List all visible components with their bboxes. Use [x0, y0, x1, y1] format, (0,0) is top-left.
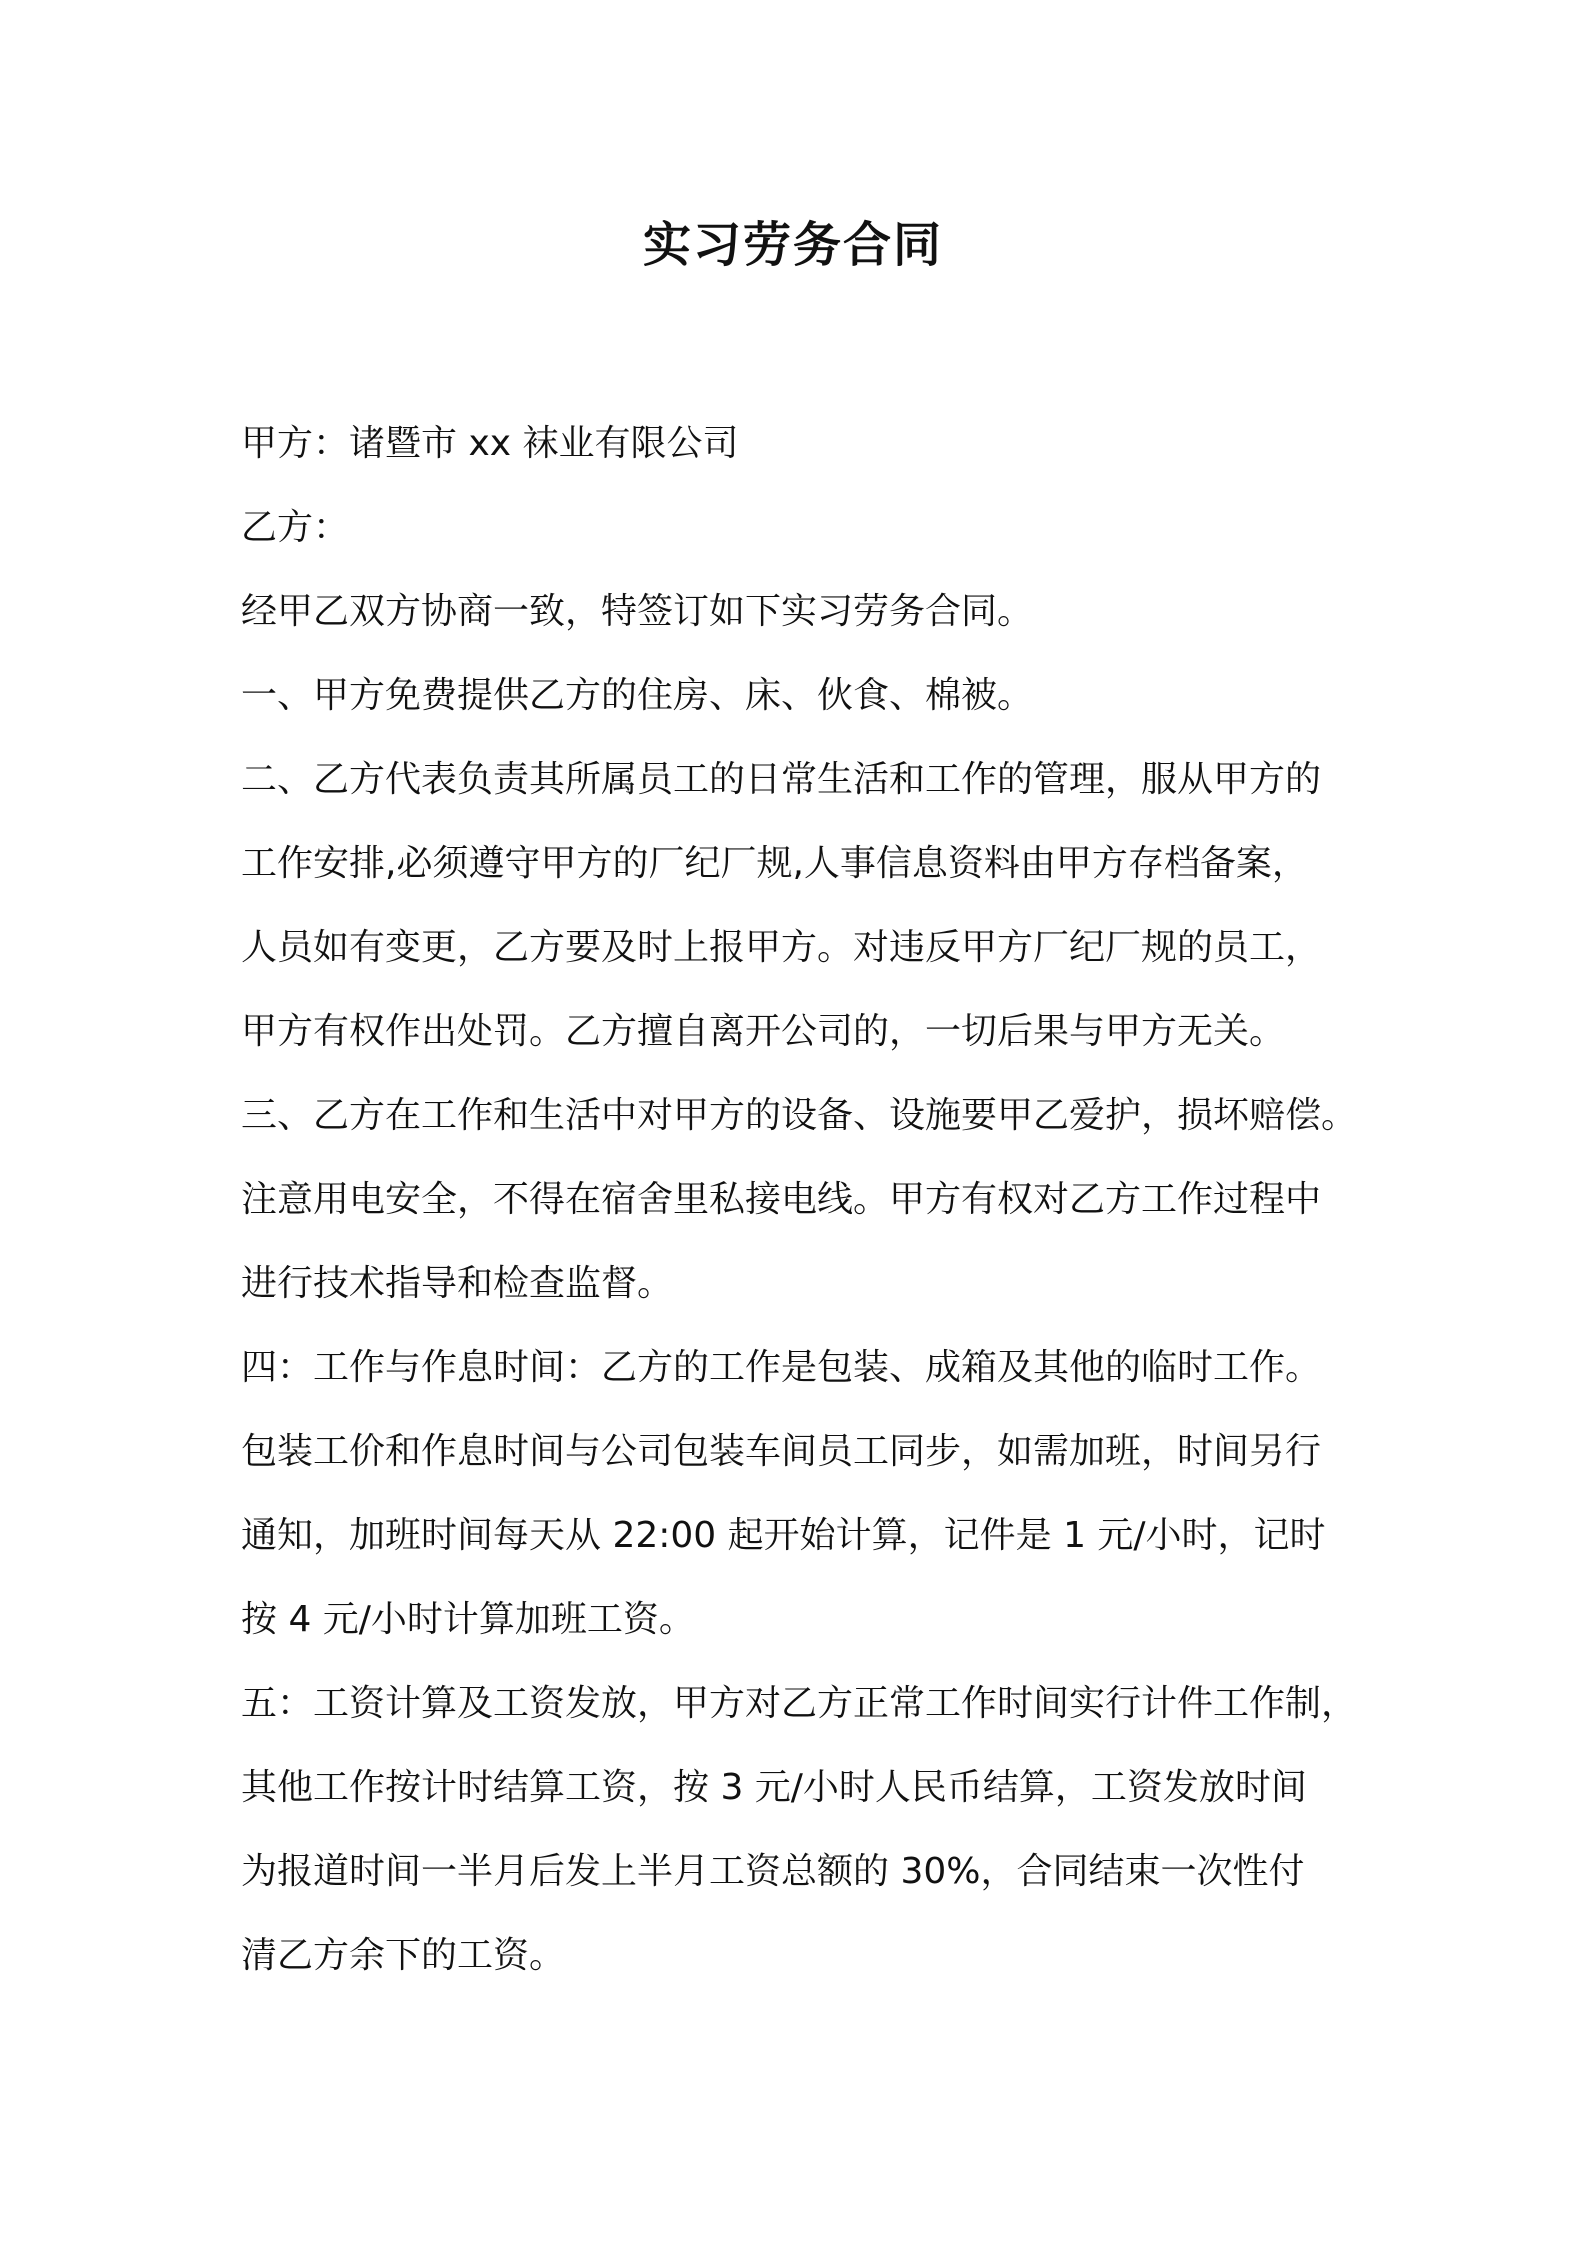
clause-5-line-3: 为报道时间一半月后发上半月工资总额的 30%，合同结束一次性付	[241, 1851, 1305, 1892]
clause-4-line-2: 包装工价和作息时间与公司包装车间员工同步，如需加班，时间另行	[241, 1431, 1322, 1472]
clause-3-line-3: 进行技术指导和检查监督。	[241, 1263, 674, 1304]
document-title: 实习劳务合同	[642, 217, 943, 273]
clause-1-line: 一、甲方免费提供乙方的住房、床、伙食、棉被。	[241, 675, 1034, 716]
clause-2-line-3: 人员如有变更，乙方要及时上报甲方。对违反甲方厂纪厂规的员工，	[241, 927, 1322, 968]
clause-5-line-1: 五：工资计算及工资发放，甲方对乙方正常工作时间实行计件工作制，	[241, 1683, 1358, 1724]
clause-3-line-2: 注意用电安全，不得在宿舍里私接电线。甲方有权对乙方工作过程中	[241, 1179, 1322, 1220]
clause-2-line-2: 工作安排,必须遵守甲方的厂纪厂规,人事信息资料由甲方存档备案，	[241, 843, 1308, 884]
party-a-line: 甲方：诸暨市 xx 袜业有限公司	[241, 423, 739, 464]
clause-4-line-1: 四：工作与作息时间：乙方的工作是包装、成箱及其他的临时工作。	[241, 1347, 1322, 1388]
clause-2-line-1: 二、乙方代表负责其所属员工的日常生活和工作的管理，服从甲方的	[241, 759, 1322, 800]
clause-4-line-3: 通知，加班时间每天从 22:00 起开始计算，记件是 1 元/小时，记时	[241, 1515, 1326, 1556]
clause-2-line-4: 甲方有权作出处罚。乙方擅自离开公司的，一切后果与甲方无关。	[241, 1011, 1286, 1052]
document-body	[241, 402, 1356, 1998]
clause-5-line-2: 其他工作按计时结算工资，按 3 元/小时人民币结算，工资发放时间	[241, 1767, 1307, 1808]
clause-5-line-4: 清乙方余下的工资。	[241, 1935, 566, 1976]
party-b-line: 乙方：	[241, 507, 350, 548]
agreement-intro-line: 经甲乙双方协商一致，特签订如下实习劳务合同。	[241, 591, 1034, 632]
clause-3-line-1: 三、乙方在工作和生活中对甲方的设备、设施要甲乙爱护，损坏赔偿。	[241, 1095, 1358, 1136]
clause-4-line-4: 按 4 元/小时计算加班工资。	[241, 1599, 695, 1640]
